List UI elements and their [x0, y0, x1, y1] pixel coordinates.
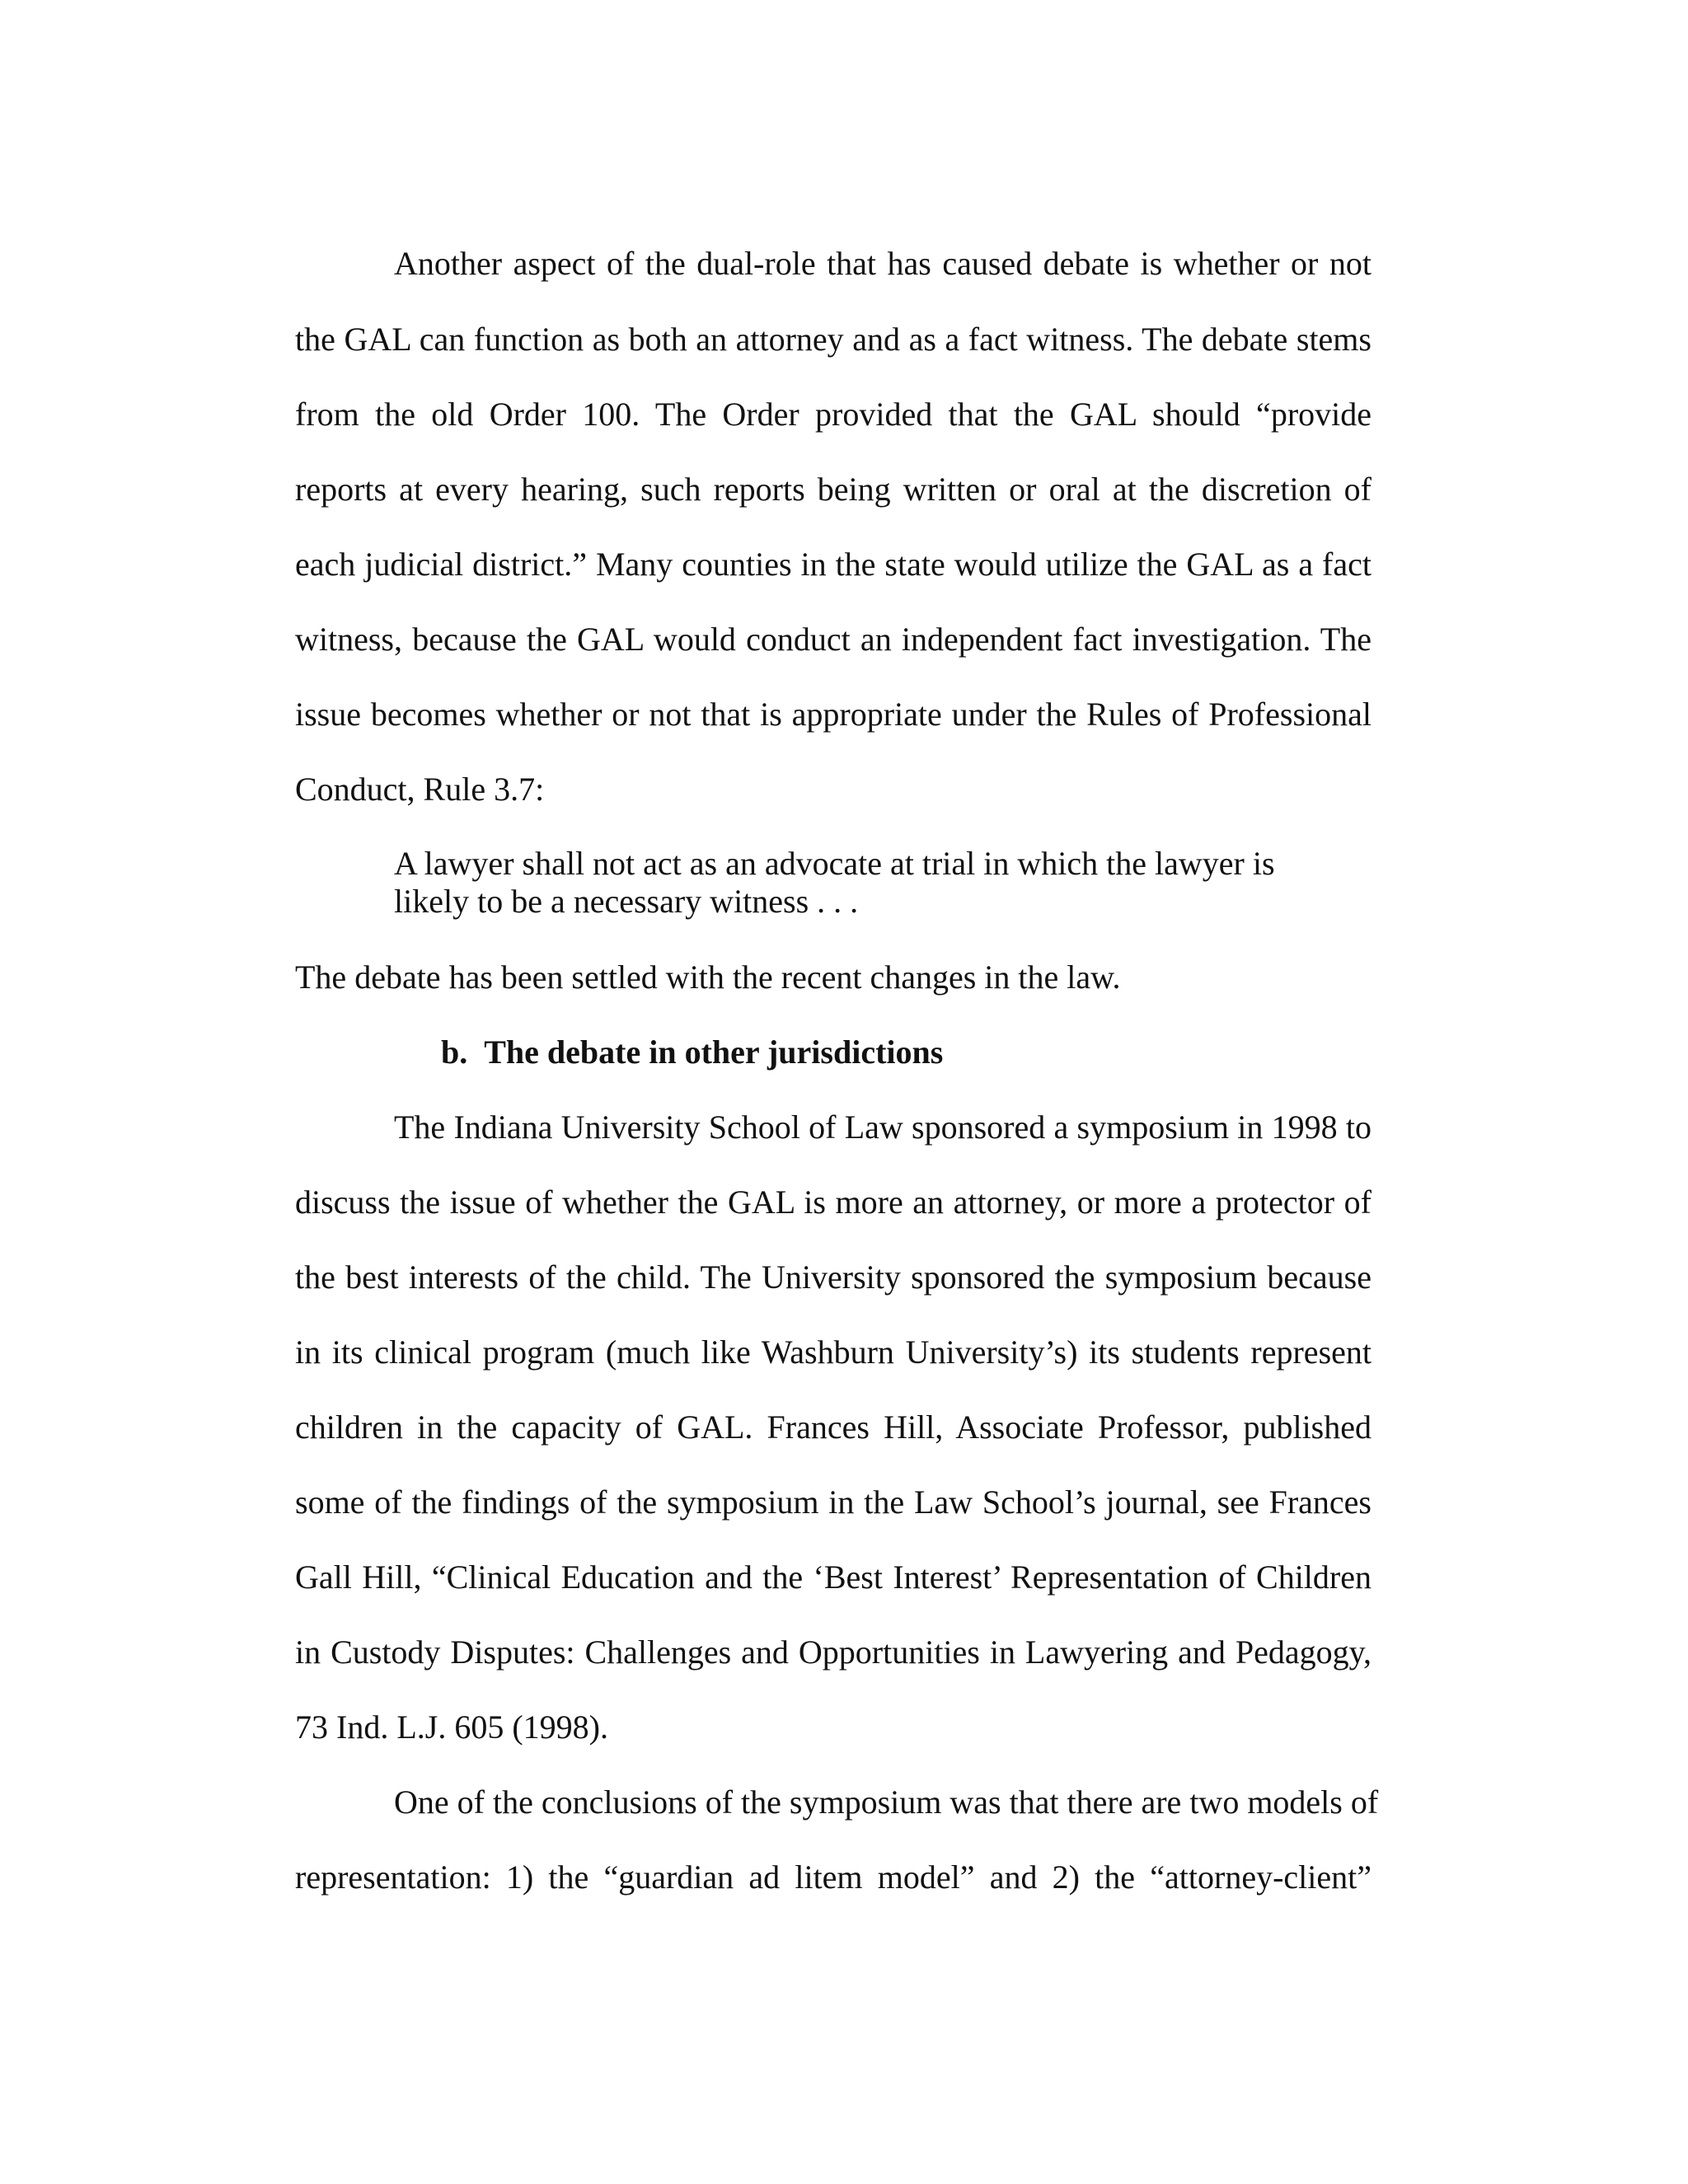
paragraph-line: Conduct, Rule 3.7: — [295, 771, 545, 808]
paragraph-line: children in the capacity of GAL. Frances Hill, Associate Professor, published — [295, 1408, 1372, 1446]
paragraph-line: some of the findings of the symposium in the Law School’s journal, see Frances — [295, 1483, 1372, 1521]
paragraph-line: issue becomes whether or not that is appropriate under the Rules of Professional — [295, 696, 1372, 733]
paragraph-line: Another aspect of the dual-role that has caused debate is whether or not — [394, 245, 1372, 282]
paragraph-line: The debate has been settled with the recent changes in the law. — [295, 958, 1121, 996]
paragraph-line: Gall Hill, “Clinical Education and the ‘Best Interest’ Representation of Children — [295, 1558, 1372, 1596]
paragraph-line: representation: 1) the “guardian ad litem model” and 2) the “attorney-client” — [295, 1858, 1372, 1896]
paragraph-line: from the old Order 100. The Order provided that the GAL should “provide — [295, 396, 1372, 433]
block-quote-line: likely to be a necessary witness . . . — [394, 883, 859, 920]
paragraph-line: The Indiana University School of Law sponsored a symposium in 1998 to — [394, 1108, 1372, 1146]
paragraph-line: the GAL can function as both an attorney and as a fact witness. The debate stems — [295, 321, 1372, 358]
paragraph-line: 73 Ind. L.J. 605 (1998). — [295, 1708, 608, 1746]
section-heading-marker: b. — [441, 1033, 468, 1071]
section-heading-text: The debate in other jurisdictions — [484, 1033, 944, 1071]
paragraph-line: in its clinical program (much like Washburn University’s) its students represent — [295, 1333, 1372, 1371]
paragraph-line: each judicial district.” Many counties in the state would utilize the GAL as a fact — [295, 546, 1372, 583]
paragraph-line: One of the conclusions of the symposium was that there are two models of — [394, 1783, 1379, 1821]
paragraph-line: the best interests of the child. The University sponsored the symposium because — [295, 1258, 1372, 1296]
paragraph-line: discuss the issue of whether the GAL is more an attorney, or more a protector of — [295, 1183, 1372, 1221]
paragraph-line: reports at every hearing, such reports being written or oral at the discretion of — [295, 471, 1372, 508]
paragraph-line: witness, because the GAL would conduct an independent fact investigation. The — [295, 621, 1372, 658]
paragraph-line: in Custody Disputes: Challenges and Opportunities in Lawyering and Pedagogy, — [295, 1633, 1372, 1671]
block-quote-line: A lawyer shall not act as an advocate at trial in which the lawyer is — [394, 845, 1275, 882]
section-heading — [441, 1033, 943, 1072]
